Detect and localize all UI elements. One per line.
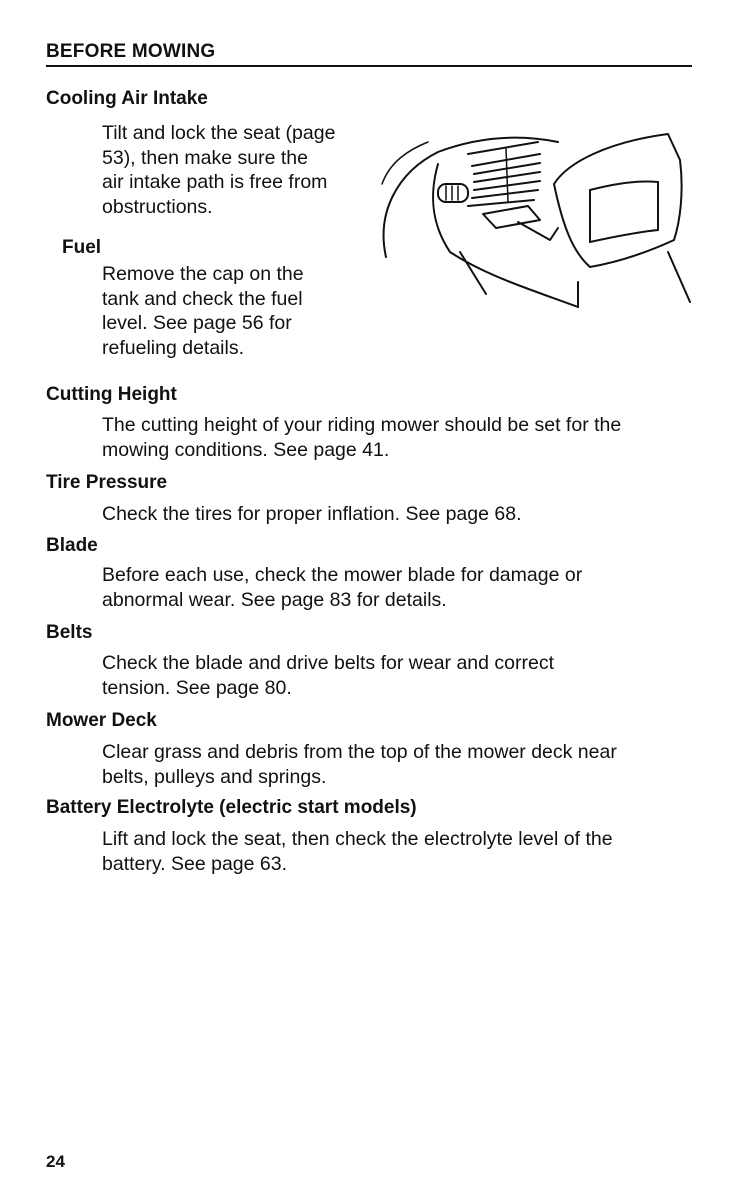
section-heading-cooling-air-intake: Cooling Air Intake [46, 88, 208, 109]
section-body-tire-pressure [102, 502, 522, 527]
text-line: Lift and lock the seat, then check the electrolyte level of the [102, 828, 613, 850]
text-line: tank and check the fuel [102, 287, 303, 310]
text-line: Remove the cap on the [102, 263, 304, 285]
text-line: 53), then make sure the [102, 146, 308, 169]
section-heading-cutting-height: Cutting Height [46, 384, 177, 405]
text-line: Check the tires for proper inflation. See page 68. [102, 503, 522, 525]
text-line: tension. See page 80. [102, 676, 292, 699]
section-body-cooling-air-intake [102, 121, 335, 219]
section-heading-blade: Blade [46, 535, 98, 556]
text-line: The cutting height of your riding mower should be set for the [102, 414, 622, 436]
section-body-cutting-height [102, 413, 621, 462]
text-line: battery. See page 63. [102, 852, 288, 875]
text-line: air intake path is free from [102, 171, 328, 193]
text-line: abnormal wear. See page 83 for details. [102, 588, 447, 611]
text-line: refueling details. [102, 336, 245, 359]
section-body-battery-electrolyte [102, 827, 613, 876]
section-heading-belts: Belts [46, 622, 93, 643]
text-line: obstructions. [102, 195, 213, 218]
text-line: belts, pulleys and springs. [102, 765, 327, 788]
text-line: Clear grass and debris from the top of the mower deck near [102, 741, 617, 763]
text-line: level. See page 56 for [102, 312, 292, 334]
section-heading-fuel: Fuel [62, 237, 102, 258]
text-line: Check the blade and drive belts for wear and correct [102, 652, 554, 674]
text-line: mowing conditions. See page 41. [102, 438, 390, 461]
section-body-fuel [102, 262, 304, 360]
page-header: BEFORE MOWING [46, 41, 692, 67]
page-number: 24 [46, 1152, 65, 1171]
section-body-mower-deck [102, 740, 617, 789]
section-heading-mower-deck: Mower Deck [46, 710, 157, 731]
section-body-blade [102, 563, 582, 612]
section-heading-tire-pressure: Tire Pressure [46, 472, 168, 493]
text-line: Before each use, check the mower blade for damage or [102, 564, 583, 586]
mower-air-intake-illustration-icon [368, 102, 718, 314]
text-line: Tilt and lock the seat (page [102, 122, 336, 144]
section-heading-battery-electrolyte: Battery Electrolyte (electric start models) [46, 797, 417, 818]
section-body-belts [102, 651, 554, 700]
